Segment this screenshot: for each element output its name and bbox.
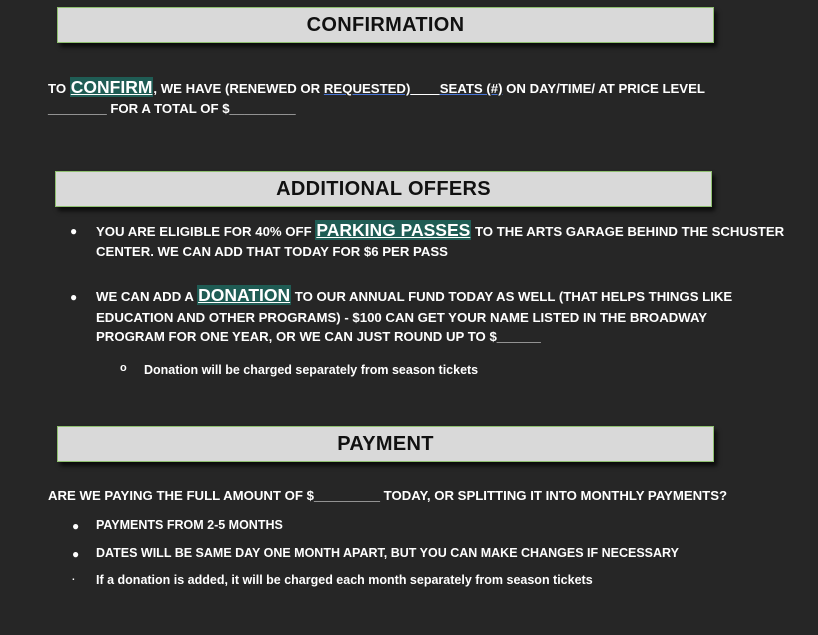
donation-offer-line-3-text: PROGRAM FOR ONE YEAR, OR WE CAN JUST ROUND UP TO $ [96,329,497,344]
donation-offer-line-2: EDUCATION AND OTHER PROGRAMS) - $100 CAN GET YOUR NAME LISTED IN THE BROADWAY [96,310,708,325]
requested-text: REQUESTED) [323,81,411,96]
bullet-icon: ● [70,224,78,238]
confirm-highlight: CONFIRM [70,77,153,97]
payment-bullet-3: If a donation is added, it will be charged each month separately from season tickets [96,573,593,587]
confirmation-line-2 [48,99,296,119]
payment-bullet-2: DATES WILL BE SAME DAY ONE MONTH APART, BUT YOU CAN MAKE CHANGES IF NECESSARY [96,546,679,560]
full-amount-blank: _________ [313,488,380,503]
donation-offer-line-3 [96,327,541,347]
donation-note: Donation will be charged separately from season tickets [144,363,479,377]
donation-offer-post: TO OUR ANNUAL FUND TODAY AS WELL (THAT HELPS THINGS LIKE [291,289,733,304]
confirmation-line-1-pre: TO [48,81,70,96]
bullet-icon: ● [72,519,80,533]
confirmation-line-1-post: ON DAY/TIME/ AT PRICE LEVEL [502,81,705,96]
parking-passes-highlight: PARKING PASSES [316,220,471,240]
confirmation-line-1 [48,77,705,99]
additional-offers-heading-text: ADDITIONAL OFFERS [276,177,491,200]
parking-offer-post: TO THE ARTS GARAGE BEHIND THE SCHUSTER [471,224,785,239]
donation-offer-line-1 [96,285,732,307]
confirmation-line-2-text: FOR A TOTAL OF $ [106,101,230,116]
donation-highlight: DONATION [198,285,291,305]
seats-blank: ___ [410,81,440,96]
parking-offer-pre: YOU ARE ELIGIBLE FOR 40% OFF [96,224,316,239]
payment-question [48,486,727,506]
confirmation-heading [57,7,714,43]
payment-bullet-1: PAYMENTS FROM 2-5 MONTHS [96,518,283,532]
payment-heading-text: PAYMENT [337,432,434,455]
parking-offer-line-2: CENTER. WE CAN ADD THAT TODAY FOR $6 PER PASS [96,244,448,259]
confirmation-line-1-mid: , WE HAVE (RENEWED OR [153,81,324,96]
additional-offers-heading [55,171,712,207]
payment-question-post: TODAY, OR SPLITTING IT INTO MONTHLY PAYMENTS? [379,488,728,503]
payment-heading [57,426,714,462]
donation-offer-pre: WE CAN ADD A [96,289,198,304]
bullet-icon: ● [70,290,78,304]
sub-bullet-icon: o [120,362,127,374]
seats-text: SEATS (#) [439,81,503,96]
bullet-icon: ● [72,547,80,561]
confirmation-heading-text: CONFIRMATION [306,13,465,36]
parking-offer-line-1 [96,220,784,242]
round-up-blank: ______ [496,329,541,344]
price-level-blank: ________ [48,101,107,116]
payment-question-pre: ARE WE PAYING THE FULL AMOUNT OF $ [48,488,314,503]
dot-icon: . [72,572,75,583]
total-blank: _________ [229,101,296,116]
